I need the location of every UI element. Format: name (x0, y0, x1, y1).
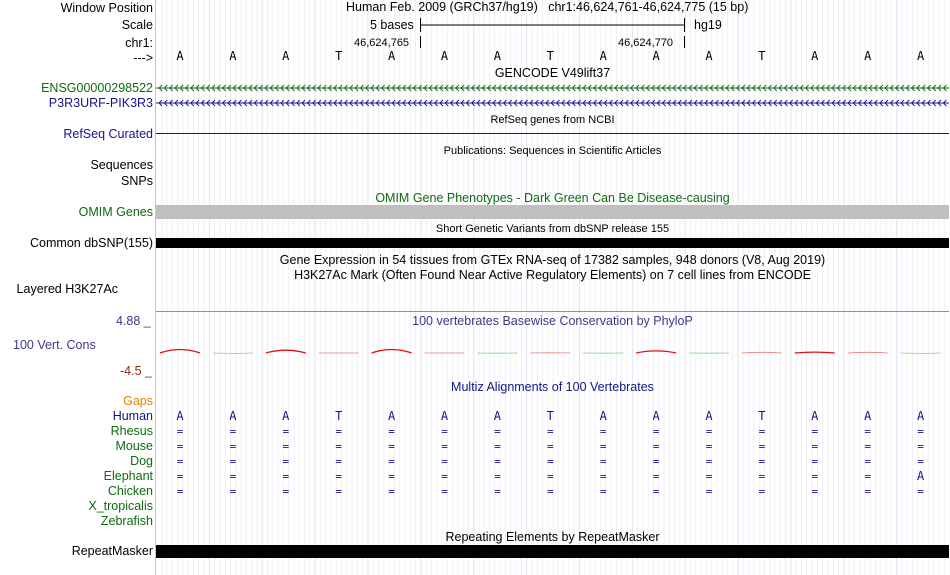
alignment-cell-dog-6: = (441, 455, 448, 468)
alignment-cell-dog-7: = (494, 455, 501, 468)
base-15: A (916, 49, 925, 63)
alignment-cell-mouse-5: = (388, 440, 395, 453)
alignment-cell-human-6: A (440, 409, 449, 423)
alignment-cell-chicken-8: = (546, 485, 554, 498)
species-label-x_tropicalis[interactable]: X_tropicalis (88, 499, 153, 513)
alignment-cell-dog-10: = (652, 455, 660, 468)
alignment-cell-mouse-11: = (705, 440, 713, 453)
alignment-cell-rhesus-11: = (705, 425, 713, 438)
alignment-cell-rhesus-7: = (494, 425, 501, 438)
phylop-track[interactable] (156, 328, 949, 368)
phylop-mark-14 (848, 352, 888, 353)
alignment-cell-elephant-10: = (652, 470, 660, 483)
alignment-cell-chicken-7: = (494, 485, 501, 498)
alignment-cell-elephant-15: A (916, 469, 925, 483)
gene-label-ensg[interactable]: ENSG00000298522 (41, 81, 153, 95)
base-5: A (387, 49, 396, 63)
alignment-cell-dog-3: = (282, 455, 290, 468)
alignment-cell-elephant-7: = (494, 470, 501, 483)
alignment-cell-dog-8: = (546, 455, 554, 468)
base-6: A (440, 49, 449, 63)
alignment-cell-elephant-14: = (864, 470, 871, 483)
window-position-label: Window Position (60, 1, 153, 15)
phylop-mark-10 (636, 351, 676, 353)
alignment-cell-human-13: A (811, 409, 819, 423)
alignment-cell-chicken-1: = (176, 485, 184, 498)
dbsnp-bar[interactable] (156, 238, 949, 248)
alignment-cell-dog-4: = (335, 455, 342, 468)
assembly-name: Human Feb. 2009 (GRCh37/hg19) (346, 0, 538, 14)
alignment-cell-mouse-8: = (546, 440, 554, 453)
base-8: T (546, 49, 554, 63)
alignment-cell-elephant-1: = (176, 470, 184, 483)
base-3: A (282, 49, 290, 63)
alignment-cell-chicken-15: = (917, 485, 924, 498)
position-readout[interactable]: chr1:46,624,761-46,624,775 (15 bp) (548, 0, 749, 14)
chr-label: chr1: (125, 36, 153, 50)
alignment-cell-dog-14: = (864, 455, 871, 468)
coord-label-2: 46,624,770 (618, 37, 674, 49)
refseq-title[interactable]: RefSeq genes from NCBI (490, 114, 615, 126)
refseq-gene-line[interactable] (156, 133, 949, 134)
alignment-cell-dog-2: = (229, 455, 237, 468)
alignment-cell-chicken-11: = (705, 485, 713, 498)
gene-ensg-track[interactable] (156, 81, 949, 95)
alignment-cell-elephant-13: = (811, 470, 819, 483)
dbsnp-label[interactable]: Common dbSNP(155) (30, 236, 153, 250)
alignment-cell-dog-15: = (917, 455, 924, 468)
alignment-cell-elephant-3: = (282, 470, 290, 483)
dbsnp-title[interactable]: Short Genetic Variants from dbSNP release 155 (435, 223, 670, 235)
alignment-cell-chicken-5: = (388, 485, 395, 498)
alignment-cell-mouse-12: = (758, 440, 766, 453)
alignment-cell-human-9: A (599, 409, 607, 423)
species-label-rhesus[interactable]: Rhesus (110, 424, 153, 438)
alignment-cell-elephant-2: = (229, 470, 237, 483)
cons-label[interactable]: 100 Vert. Cons (13, 338, 96, 352)
coord-label-1: 46,624,765 (354, 37, 410, 49)
alignment-cell-elephant-6: = (441, 470, 448, 483)
alignment-cell-elephant-8: = (546, 470, 554, 483)
cons-max-label: 4.88 _ (116, 314, 151, 328)
base-2: A (229, 49, 237, 63)
alignment-cell-rhesus-9: = (599, 425, 607, 438)
alignment-cell-human-7: A (493, 409, 501, 423)
alignment-cell-dog-5: = (388, 455, 395, 468)
base-14: A (864, 49, 872, 63)
species-label-elephant[interactable]: Elephant (103, 469, 153, 483)
cons-title[interactable]: 100 vertebrates Basewise Conservation by PhyloP (412, 314, 693, 328)
alignment-cell-mouse-4: = (335, 440, 342, 453)
alignment-cell-mouse-1: = (176, 440, 184, 453)
base-11: A (705, 49, 713, 63)
species-label-human[interactable]: Human (112, 409, 153, 423)
alignment-cell-chicken-12: = (758, 485, 766, 498)
alignment-cell-mouse-14: = (864, 440, 871, 453)
alignment-cell-rhesus-2: = (229, 425, 237, 438)
scale-text: 5 bases (370, 18, 414, 32)
alignment-cell-chicken-13: = (811, 485, 819, 498)
alignment-cell-human-11: A (705, 409, 713, 423)
alignment-cell-human-1: A (176, 409, 184, 423)
phylop-mark-1 (160, 350, 200, 354)
alignment-cell-human-4: T (335, 409, 343, 423)
gaps-label: Gaps (123, 394, 153, 408)
alignment-cell-elephant-5: = (388, 470, 395, 483)
alignment-cell-rhesus-5: = (388, 425, 395, 438)
repeatmasker-title[interactable]: Repeating Elements by RepeatMasker (445, 530, 660, 544)
omim-phenotype-bar[interactable] (156, 205, 949, 219)
base-4: T (335, 49, 343, 63)
phylop-mark-12 (742, 352, 782, 353)
alignment-cell-rhesus-1: = (176, 425, 184, 438)
phylop-mark-5 (372, 350, 412, 354)
refseq-label[interactable]: RefSeq Curated (63, 127, 153, 141)
alignment-cell-mouse-7: = (494, 440, 501, 453)
omim-title[interactable]: OMIM Gene Phenotypes - Dark Green Can Be Disease-causing (375, 191, 730, 205)
alignment-cell-chicken-6: = (441, 485, 448, 498)
gencode-title[interactable]: GENCODE V49lift37 (494, 66, 611, 80)
alignment-cell-chicken-3: = (282, 485, 290, 498)
alignment-cell-human-2: A (229, 409, 237, 423)
species-label-chicken[interactable]: Chicken (107, 484, 153, 498)
alignment-cell-rhesus-15: = (917, 425, 924, 438)
alignment-cell-rhesus-8: = (546, 425, 554, 438)
base-1: A (176, 49, 184, 63)
alignment-cell-mouse-9: = (599, 440, 607, 453)
gene-p3r3urf-track[interactable] (156, 96, 949, 110)
alignment-cell-human-10: A (652, 409, 660, 423)
alignment-cell-chicken-4: = (335, 485, 342, 498)
alignment-cell-rhesus-14: = (864, 425, 871, 438)
scale-label: Scale (121, 18, 153, 32)
alignment-cell-elephant-12: = (758, 470, 766, 483)
multiz-title[interactable]: Multiz Alignments of 100 Vertebrates (451, 380, 654, 394)
alignment-cell-dog-12: = (758, 455, 766, 468)
alignment-cell-rhesus-3: = (282, 425, 290, 438)
alignment-cell-mouse-15: = (917, 440, 924, 453)
alignment-cell-mouse-10: = (652, 440, 660, 453)
alignment-cell-rhesus-12: = (758, 425, 766, 438)
alignment-cell-rhesus-6: = (441, 425, 448, 438)
assembly-title (346, 0, 748, 14)
alignment-cell-chicken-2: = (229, 485, 237, 498)
phylop-mark-3 (266, 350, 306, 353)
h3k27ac-label[interactable]: Layered H3K27Ac (16, 282, 118, 296)
alignment-cell-mouse-2: = (229, 440, 237, 453)
alignment-cell-human-8: T (546, 409, 554, 423)
omim-label[interactable]: OMIM Genes (78, 205, 153, 219)
alignment-cell-rhesus-10: = (652, 425, 660, 438)
sequences-label[interactable]: Sequences (90, 158, 153, 172)
gene-label-p3r3urf[interactable]: P3R3URF-PIK3R3 (48, 96, 153, 110)
alignment-cell-chicken-14: = (864, 485, 871, 498)
alignment-cell-mouse-13: = (811, 440, 819, 453)
alignment-cell-dog-1: = (176, 455, 184, 468)
species-label-zebrafish[interactable]: Zebrafish (100, 514, 153, 528)
alignment-cell-human-3: A (282, 409, 290, 423)
repeatmasker-bar[interactable] (156, 545, 949, 558)
repeatmasker-label[interactable]: RepeatMasker (71, 544, 153, 558)
snps-label[interactable]: SNPs (121, 174, 153, 188)
species-label-mouse[interactable]: Mouse (115, 439, 153, 453)
db-name: hg19 (694, 18, 722, 32)
alignment-cell-elephant-9: = (599, 470, 607, 483)
publications-title[interactable]: Publications: Sequences in Scientific Articles (443, 145, 662, 157)
alignment-cell-dog-13: = (811, 455, 819, 468)
h3k27ac-baseline (156, 311, 949, 312)
alignment-cell-rhesus-4: = (335, 425, 342, 438)
alignment-cell-chicken-10: = (652, 485, 660, 498)
alignment-cell-mouse-6: = (441, 440, 448, 453)
base-13: A (811, 49, 819, 63)
alignment-cell-elephant-4: = (335, 470, 342, 483)
alignment-cell-rhesus-13: = (811, 425, 819, 438)
alignment-cell-elephant-11: = (705, 470, 713, 483)
alignment-cell-mouse-3: = (282, 440, 290, 453)
alignment-cell-human-12: T (758, 409, 766, 423)
base-9: A (599, 49, 607, 63)
h3k27ac-title[interactable]: H3K27Ac Mark (Often Found Near Active Regulatory Elements) on 7 cell lines from ENCODE (294, 268, 811, 282)
alignment-cell-human-15: A (916, 409, 925, 423)
base-12: T (758, 49, 766, 63)
cons-min-label: -4.5 _ (120, 364, 152, 378)
alignment-cell-dog-11: = (705, 455, 713, 468)
alignment-cell-human-14: A (864, 409, 872, 423)
gtex-title[interactable]: Gene Expression in 54 tissues from GTEx RNA-seq of 17382 samples, 948 donors (V8, Aug 2019) (279, 253, 826, 267)
base-7: A (493, 49, 501, 63)
species-label-dog[interactable]: Dog (130, 454, 153, 468)
base-10: A (652, 49, 660, 63)
phylop-mark-13 (795, 352, 835, 353)
strand-arrow-label: ---> (133, 51, 153, 65)
alignment-cell-chicken-9: = (599, 485, 607, 498)
alignment-cell-human-5: A (387, 409, 396, 423)
alignment-cell-dog-9: = (599, 455, 607, 468)
